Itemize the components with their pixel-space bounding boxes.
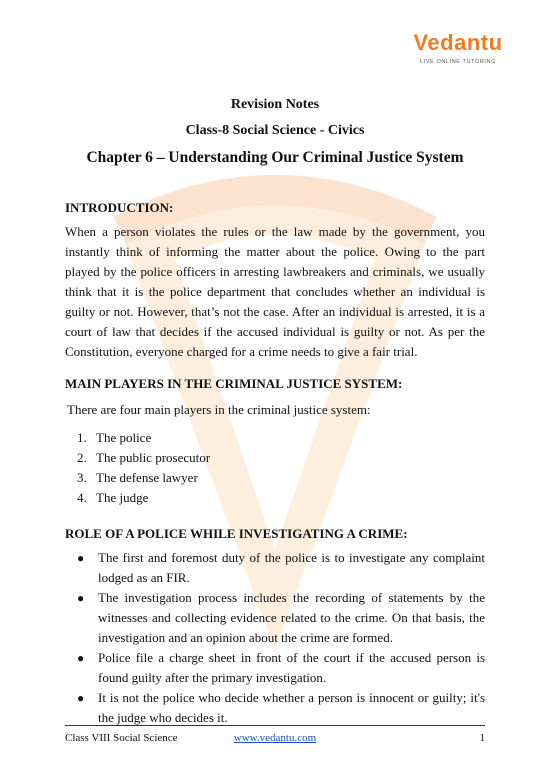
bullet-icon: ● — [77, 551, 85, 565]
list-item: 2. The public prosecutor — [77, 450, 211, 465]
list-item: 1. The police — [77, 430, 152, 445]
list-item: ● Police file a charge sheet in front of the court if the accused person is found guilty after the primary investigation. — [77, 650, 485, 685]
players-lead: There are four main players in the criminal justice system: — [67, 402, 371, 417]
introduction-heading: INTRODUCTION: — [65, 200, 174, 215]
introduction-paragraph: When a person violates the rules or the law made by the government, you instantly think of informing the matter about the police. Owing to the part played by the police officers in arresting lawbreakers and criminals, we usually think that it is the police department that concludes whether an individual is guilty or not. However, that’s not the case. After an individual is arrested, it is a court of law that decides if the accused individual is guilty or not. As per the Constitution, everyone charged for a crime needs to give a fair trial. — [65, 224, 485, 359]
vedantu-logo — [408, 30, 508, 74]
bullet-icon: ● — [77, 691, 85, 705]
logo-tagline: LIVE ONLINE TUTORING — [420, 59, 496, 65]
chapter-title: Chapter 6 – Understanding Our Criminal Justice System — [86, 149, 464, 166]
footer-website-link[interactable]: www.vedantu.com — [233, 732, 317, 744]
list-item: ● The investigation process includes the recording of statements by the witnesses and collecting evidence related to the crime. On that basis, the investigation and an opinion about the crime are formed. — [77, 590, 485, 645]
list-item: 4. The judge — [77, 490, 149, 505]
footer-divider — [65, 725, 485, 726]
bullet-icon: ● — [77, 651, 85, 665]
footer-class-label: Class VIII Social Science — [65, 732, 178, 744]
players-list — [65, 428, 485, 508]
police-role-heading: ROLE OF A POLICE WHILE INVESTIGATING A CRIME: — [65, 526, 408, 541]
logo-wordmark: Vedantu — [413, 30, 503, 55]
bullet-icon: ● — [77, 591, 85, 605]
page-number: 1 — [479, 732, 485, 744]
list-item: ● It is not the police who decide whether a person is innocent or guilty; it's the judge who decides it. — [77, 690, 485, 725]
police-role-list — [65, 548, 485, 728]
list-item: ● The first and foremost duty of the police is to investigate any complaint lodged as an FIR. — [77, 550, 485, 585]
players-heading: MAIN PLAYERS IN THE CRIMINAL JUSTICE SYSTEM: — [65, 376, 403, 391]
class-subject-title: Class-8 Social Science - Civics — [185, 123, 365, 138]
revision-notes-title: Revision Notes — [230, 97, 320, 112]
list-item: 3. The defense lawyer — [77, 470, 198, 485]
